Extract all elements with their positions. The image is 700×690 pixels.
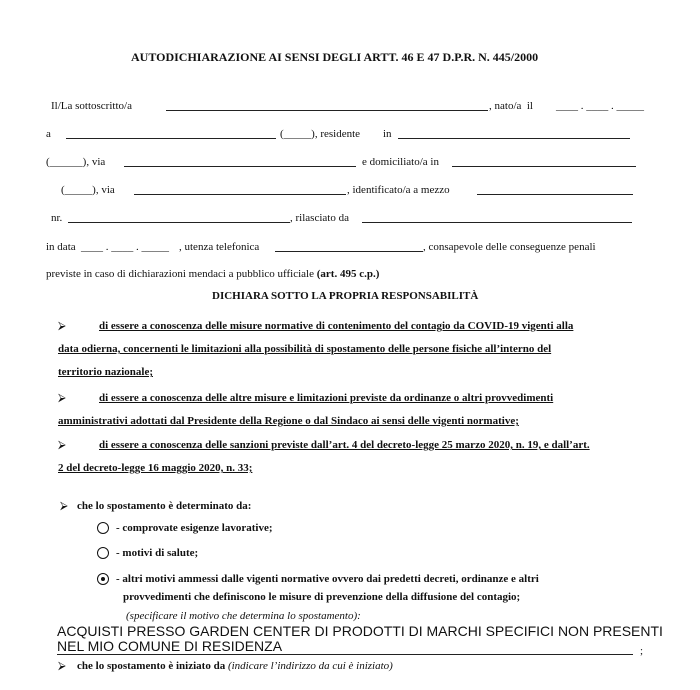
field-luogo-nascita[interactable] [66,138,276,139]
label-consapevole: , consapevole delle conseguenze penali [423,241,596,253]
label-in: in [383,128,392,140]
field-via-residenza[interactable] [124,166,356,167]
form-title: AUTODICHIARAZIONE AI SENSI DEGLI ARTT. 46 E 47 D.P.R. N. 445/2000 [131,50,539,64]
arrow-icon: ⮚ [58,660,66,672]
arrow-icon: ⮚ [60,500,68,512]
label-utenza: , utenza telefonica [179,241,260,253]
motivo-underline [57,654,633,655]
declaration-1-line-1: di essere a conoscenza delle misure normative di contenimento del contagio da COVID-19 vigenti alla [99,320,574,332]
radio-motivi-salute[interactable] [97,547,109,559]
iniziato-label: che lo spostamento è iniziato da (indicare l’indirizzo da cui è iniziato) [77,660,393,672]
field-rilasciato-da[interactable] [362,222,632,223]
field-nome-cognome[interactable] [166,110,488,111]
label-nato-il: , nato/a il [489,100,533,112]
field-documento[interactable] [477,194,633,195]
label-domiciliato: e domiciliato/a in [362,156,439,168]
label-in-data: in data [46,241,76,253]
declaration-3-line-1: di essere a conoscenza delle sanzioni previste dall’art. 4 del decreto-legge 25 marzo 2020, n. 19, e dall’art. [99,439,590,451]
label-rilasciato: , rilasciato da [290,212,349,224]
field-via-domicilio[interactable] [134,194,346,195]
field-data-rilascio[interactable]: ____ . ____ . _____ [81,241,169,253]
label-nr: nr. [51,212,63,224]
declaration-1-line-3: territorio nazionale; [58,366,153,378]
field-telefono[interactable] [275,251,423,252]
motivo-end: ; [640,645,644,657]
label-a: a [46,128,51,140]
label-identificato: , identificato/a a mezzo [347,184,450,196]
declaration-2-line-1: di essere a conoscenza delle altre misure e limitazioni previste da ordinanze o altri provvedimenti [99,392,554,404]
option-altri-motivi-line-2: provvedimenti che definiscono le misure di prevenzione della diffusione del contagio; [123,591,521,603]
field-comune-domicilio[interactable] [452,166,636,167]
label-via-residenza: (______), via [46,156,106,168]
radio-esigenze-lavorative[interactable] [97,522,109,534]
declaration-1-line-2: data odierna, concernenti le limitazioni alla possibilità di spostamento delle persone fisiche all’interno del [58,343,552,355]
option-motivi-salute: - motivi di salute; [116,547,199,559]
arrow-icon: ⮚ [58,439,66,451]
label-sottoscritto: Il/La sottoscritto/a [51,100,132,112]
motivo-text-line-1[interactable]: ACQUISTI PRESSO GARDEN CENTER DI PRODOTTI DI MARCHI SPECIFICI NON PRESENTI [57,623,663,639]
field-comune-residenza[interactable] [398,138,630,139]
dichiara-heading: DICHIARA SOTTO LA PROPRIA RESPONSABILITÀ [212,290,479,302]
declaration-3-line-2: 2 del decreto-legge 16 maggio 2020, n. 33; [58,462,253,474]
spostamento-label: che lo spostamento è determinato da: [77,500,252,512]
specify-hint: (specificare il motivo che determina lo spostamento): [126,610,361,622]
option-esigenze-lavorative: - comprovate esigenze lavorative; [116,522,273,534]
arrow-icon: ⮚ [58,392,66,404]
field-data-nascita[interactable]: ____ . ____ . _____ [556,100,644,112]
label-previste: previste in caso di dichiarazioni mendaci a pubblico ufficiale (art. 495 c.p.) [46,268,380,280]
declaration-2-line-2: amministrativi adottati dal Presidente della Regione o dal Sindaco ai sensi delle vigenti normative; [58,415,519,427]
radio-selected-dot [101,577,106,582]
label-via-domicilio: (_____), via [61,184,115,196]
field-numero-documento[interactable] [68,222,290,223]
radio-altri-motivi[interactable] [97,573,109,585]
motivo-text-line-2[interactable]: NEL MIO COMUNE DI RESIDENZA [57,638,283,654]
label-residente: (_____), residente [280,128,361,140]
arrow-icon: ⮚ [58,320,66,332]
option-altri-motivi: - altri motivi ammessi dalle vigenti normative ovvero dai predetti decreti, ordinanze e altri [116,573,539,585]
